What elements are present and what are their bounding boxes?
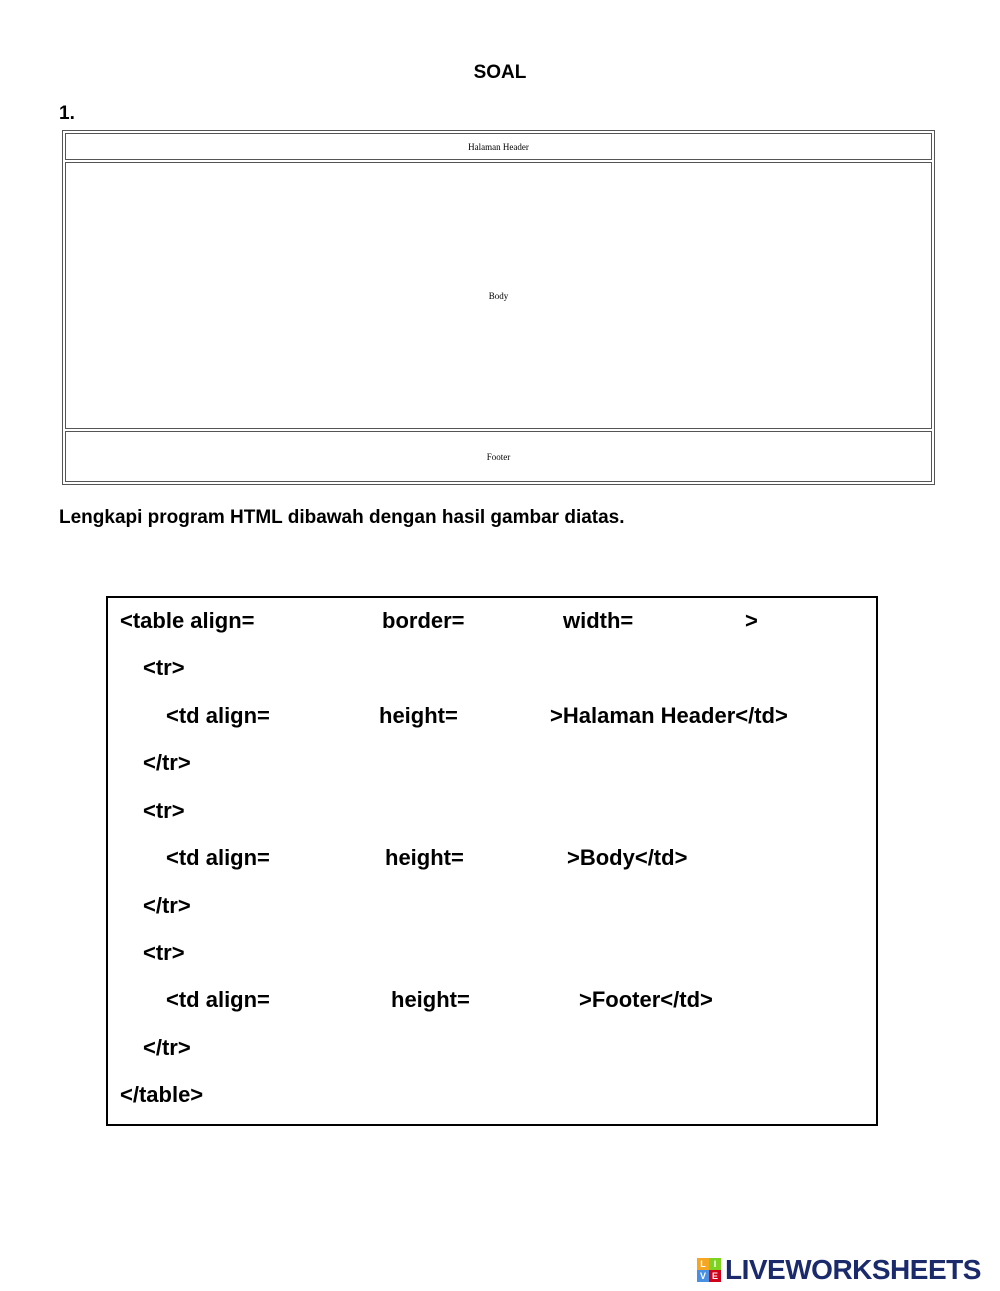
- code-text: <td align=: [166, 703, 270, 728]
- code-text: <tr>: [143, 798, 185, 823]
- code-text: height=: [385, 845, 464, 870]
- sample-header-cell: [65, 133, 932, 160]
- logo-letter: E: [709, 1270, 721, 1282]
- liveworksheets-logo: [697, 1255, 981, 1285]
- instruction: Lengkapi program HTML dibawah dengan hasil gambar diatas.: [59, 507, 625, 528]
- logo-letter: V: [697, 1270, 709, 1282]
- sample-header-text: Halaman Header: [468, 141, 529, 152]
- sample-table: [62, 130, 935, 485]
- sample-footer-text: Footer: [486, 451, 511, 462]
- code-text: <table align=: [120, 608, 255, 633]
- code-text: </tr>: [143, 893, 191, 918]
- sample-body-cell: [65, 162, 932, 429]
- code-text: </tr>: [143, 1035, 191, 1060]
- liveworksheets-mark-icon: [697, 1258, 721, 1282]
- code-text: <td align=: [166, 845, 270, 870]
- code-text: >: [745, 608, 758, 633]
- question-number: 1.: [59, 103, 75, 124]
- code-box: [106, 596, 878, 1126]
- code-text: <tr>: [143, 940, 185, 965]
- code-text: border=: [382, 608, 465, 633]
- logo-letter: I: [709, 1258, 721, 1270]
- code-text: >Body</td>: [567, 845, 688, 870]
- code-text: width=: [563, 608, 634, 633]
- code-text: height=: [379, 703, 458, 728]
- code-text: </table>: [120, 1082, 204, 1107]
- logo-letter: L: [697, 1258, 709, 1270]
- code-text: <td align=: [166, 987, 270, 1012]
- code-text: >Footer</td>: [579, 987, 713, 1012]
- code-text: height=: [391, 987, 470, 1012]
- code-text: <tr>: [143, 655, 185, 680]
- code-text: >Halaman Header</td>: [550, 703, 788, 728]
- sample-body-text: Body: [488, 290, 509, 301]
- code-text: </tr>: [143, 750, 191, 775]
- page-title: SOAL: [473, 62, 527, 83]
- logo-text: LIVEWORKSHEETS: [725, 1254, 981, 1285]
- sample-footer-cell: [65, 431, 932, 482]
